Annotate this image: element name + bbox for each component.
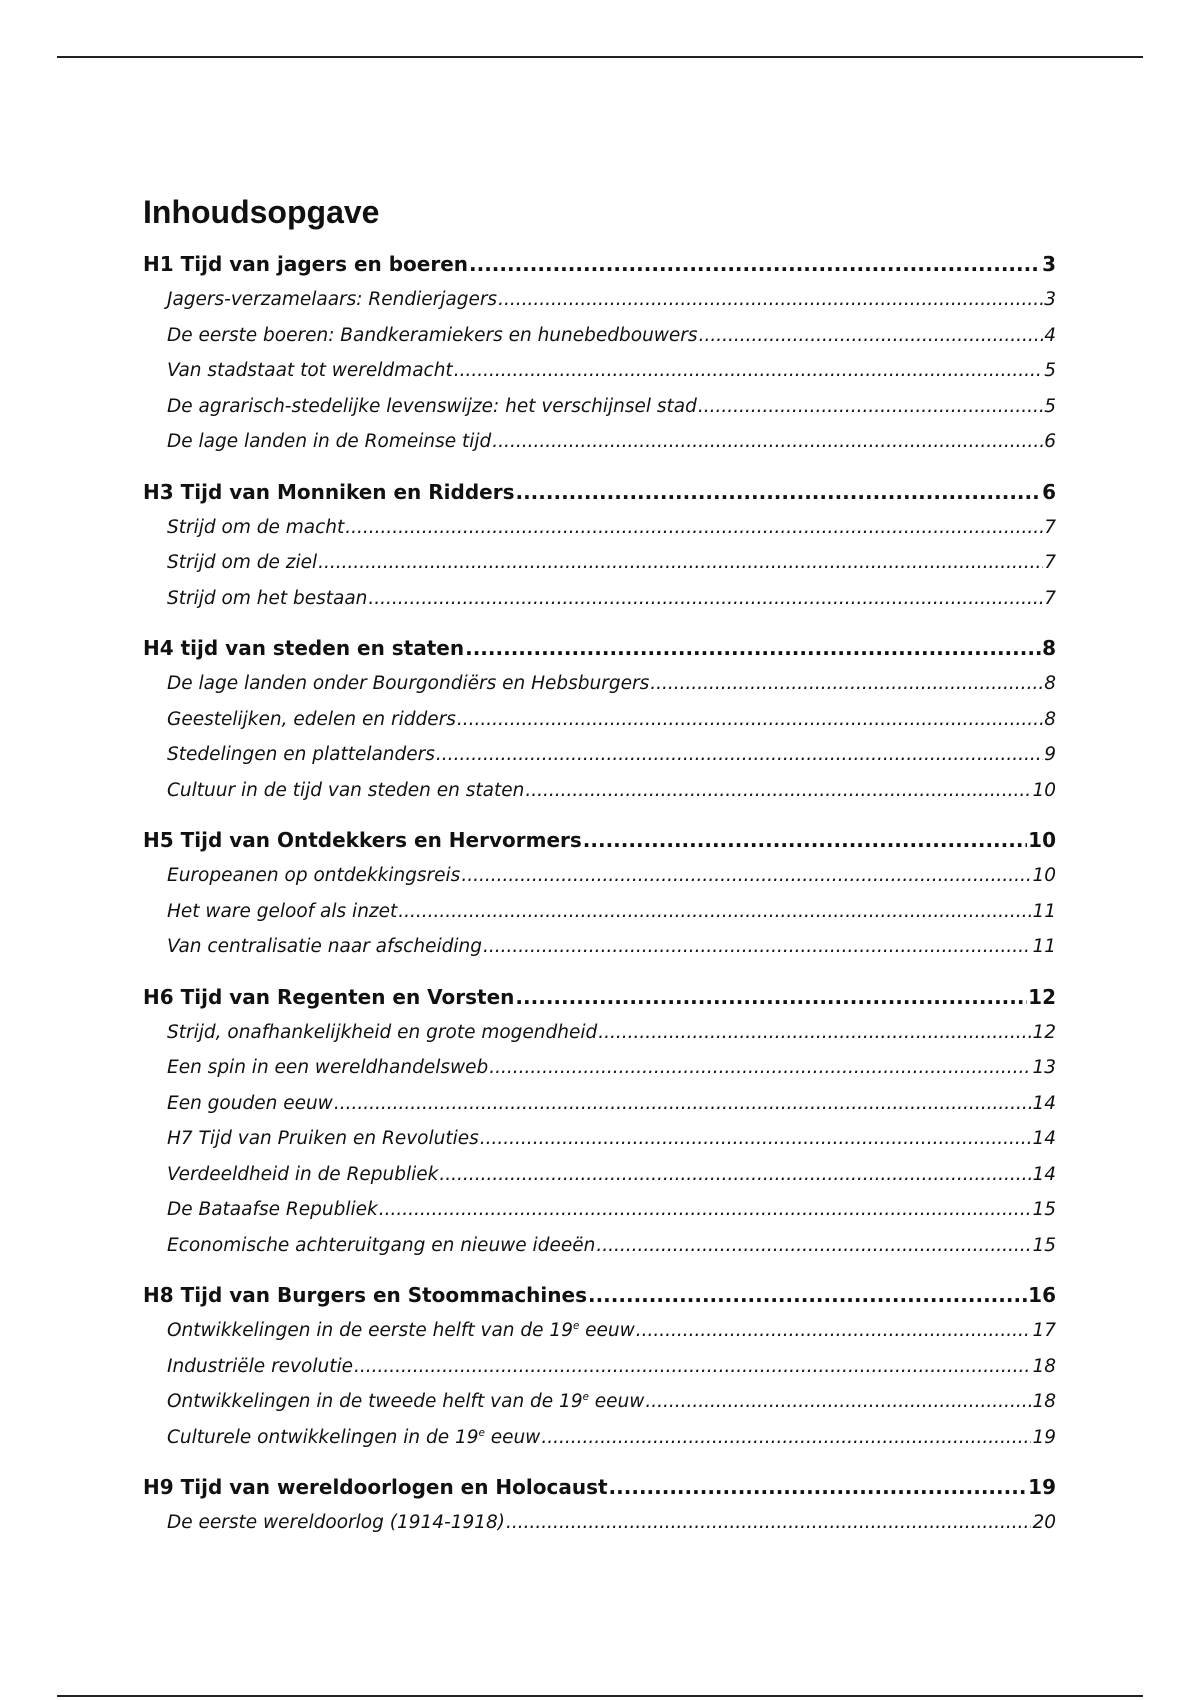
toc-subsection-entry-page-number: 7 xyxy=(1044,587,1056,609)
toc-subsection-entry-page-number: 17 xyxy=(1032,1320,1056,1341)
table-of-contents xyxy=(143,192,1056,1555)
toc-subsection-entry-label xyxy=(167,666,649,702)
dot-leader xyxy=(398,894,1031,930)
dot-leader xyxy=(436,737,1043,773)
toc-subsection-entry[interactable] xyxy=(143,1384,1056,1420)
toc-subsection-entry-label xyxy=(167,424,491,460)
toc-subsection-entry-label-text: Van centralisatie naar afscheiding xyxy=(167,936,482,957)
toc-subsection-entry-label-text: De agrarisch-stedelijke levenswijze: het verschijnsel stad xyxy=(167,395,697,417)
dot-leader xyxy=(457,702,1043,738)
toc-subsection-entry-label-text: Stedelingen en plattelanders xyxy=(167,744,435,765)
toc-subsection-entry[interactable] xyxy=(143,389,1056,425)
toc-subsection-entry[interactable] xyxy=(143,581,1056,617)
dot-leader xyxy=(492,424,1043,460)
dot-leader xyxy=(483,929,1032,965)
toc-subsection-entry-page-number: 14 xyxy=(1032,1163,1056,1185)
toc-subsection-entry-label xyxy=(167,1384,644,1420)
toc-subsection-entry-page-number: 4 xyxy=(1044,324,1056,346)
toc-subsection-entry[interactable] xyxy=(143,737,1056,773)
toc-section xyxy=(143,1469,1056,1541)
toc-chapter-entry[interactable] xyxy=(143,246,1056,282)
toc-subsection-entry-label xyxy=(167,545,317,581)
dot-leader xyxy=(636,1313,1032,1349)
toc-subsection-entry-page-number: 7 xyxy=(1044,516,1056,538)
toc-subsection-entry[interactable] xyxy=(143,773,1056,809)
toc-chapter-entry[interactable] xyxy=(143,474,1056,510)
dot-leader xyxy=(645,1384,1031,1420)
toc-subsection-entry[interactable] xyxy=(143,353,1056,389)
dot-leader xyxy=(699,318,1044,354)
toc-chapter-entry-label xyxy=(143,630,464,666)
toc-subsection-entry-label xyxy=(167,702,456,738)
toc-subsection-entry-label-text: Jagers-verzamelaars: Rendierjagers xyxy=(167,289,498,310)
toc-chapter-entry-page-number: 12 xyxy=(1028,984,1056,1009)
toc-chapter-entry-label xyxy=(143,246,468,282)
toc-chapter-entry[interactable] xyxy=(143,1277,1056,1313)
toc-subsection-entry-label xyxy=(167,1121,479,1157)
toc-subsection-entry-label xyxy=(167,1313,635,1349)
dot-leader xyxy=(583,822,1027,858)
toc-subsection-entry-label xyxy=(167,389,697,425)
toc-subsection-entry-label xyxy=(167,1228,595,1264)
toc-subsection-entry[interactable] xyxy=(143,1505,1056,1541)
toc-subsection-entry-page-number: 18 xyxy=(1032,1355,1056,1377)
toc-subsection-entry[interactable] xyxy=(143,510,1056,546)
toc-subsection-entry-label-text: Economische achteruitgang en nieuwe ideeën xyxy=(167,1234,596,1256)
toc-subsection-entry-label xyxy=(167,1420,540,1456)
toc-chapter-entry-label-text: H4 tijd van steden en staten xyxy=(143,636,465,660)
dot-leader xyxy=(541,1420,1031,1456)
toc-subsection-entry-label-sup: e xyxy=(582,1391,589,1403)
toc-subsection-entry[interactable] xyxy=(143,545,1056,581)
toc-subsection-entry-label-text: Ontwikkelingen in de tweede helft van de 19 xyxy=(167,1391,583,1412)
toc-subsection-entry-label-text: De eerste boeren: Bandkeramiekers en hunebedbouwers xyxy=(167,324,698,346)
toc-chapter-entry-label-text: H5 Tijd van Ontdekkers en Hervormers xyxy=(143,828,582,852)
toc-subsection-entry-label-text: Strijd om de macht xyxy=(167,516,345,538)
toc-subsection-entry-page-number: 6 xyxy=(1044,431,1056,452)
toc-subsection-entry-label-text: Cultuur in de tijd van steden en staten xyxy=(167,779,525,801)
dot-leader xyxy=(650,666,1043,702)
toc-subsection-entry-label-text: Strijd om de ziel xyxy=(167,552,318,573)
toc-section xyxy=(143,1277,1056,1455)
toc-subsection-entry[interactable] xyxy=(143,1086,1056,1122)
toc-subsection-entry[interactable] xyxy=(143,318,1056,354)
toc-section xyxy=(143,979,1056,1264)
dot-leader xyxy=(506,1505,1031,1541)
toc-subsection-entry-label xyxy=(167,1015,597,1051)
toc-subsection-entry-page-number: 8 xyxy=(1044,673,1056,694)
toc-section xyxy=(143,630,1056,808)
toc-subsection-entry[interactable] xyxy=(143,1192,1056,1228)
toc-subsection-entry-label-suffix: eeuw xyxy=(484,1426,541,1448)
toc-subsection-entry[interactable] xyxy=(143,1157,1056,1193)
toc-subsection-entry-label-text: De lage landen in de Romeinse tijd xyxy=(167,431,492,452)
toc-subsection-entry-label xyxy=(167,737,435,773)
toc-subsection-entry-page-number: 5 xyxy=(1044,395,1056,417)
toc-subsection-entry[interactable] xyxy=(143,702,1056,738)
toc-chapter-entry-label xyxy=(143,1277,587,1313)
toc-subsection-entry[interactable] xyxy=(143,858,1056,894)
toc-chapter-entry[interactable] xyxy=(143,1469,1056,1505)
dot-leader xyxy=(525,773,1031,809)
toc-subsection-entry-label xyxy=(167,1086,333,1122)
dot-leader xyxy=(345,510,1043,546)
toc-subsection-entry-label xyxy=(167,353,453,389)
toc-subsection-entry[interactable] xyxy=(143,424,1056,460)
dot-leader xyxy=(469,246,1041,282)
toc-chapter-entry-label xyxy=(143,979,514,1015)
toc-subsection-entry-label xyxy=(167,858,460,894)
toc-subsection-entry-label-text: Een spin in een wereldhandelsweb xyxy=(167,1057,489,1078)
toc-subsection-entry-label-text: Van stadstaat tot wereldmacht xyxy=(167,360,453,381)
footer-rule xyxy=(57,1695,1143,1697)
toc-subsection-entry-page-number: 13 xyxy=(1032,1057,1056,1078)
toc-subsection-entry-label xyxy=(167,1192,378,1228)
toc-subsection-entry-page-number: 18 xyxy=(1032,1391,1056,1412)
toc-chapter-entry-page-number: 19 xyxy=(1028,1475,1056,1499)
toc-subsection-entry-label xyxy=(167,773,524,809)
toc-chapter-entry-label-text: H1 Tijd van jagers en boeren xyxy=(143,252,468,276)
dot-leader xyxy=(609,1469,1028,1505)
toc-subsection-entry-page-number: 14 xyxy=(1032,1092,1056,1114)
toc-subsection-entry-label-text: De eerste wereldoorlog (1914-1918) xyxy=(167,1512,506,1533)
toc-subsection-entry[interactable] xyxy=(143,1050,1056,1086)
toc-subsection-entry-label-sup: e xyxy=(572,1320,580,1332)
dot-leader xyxy=(698,389,1043,425)
toc-subsection-entry[interactable] xyxy=(143,1349,1056,1385)
toc-subsection-entry-label xyxy=(167,581,367,617)
toc-subsection-entry-label-text: Industriële revolutie xyxy=(167,1355,353,1377)
toc-subsection-entry[interactable] xyxy=(143,666,1056,702)
toc-chapter-entry-label xyxy=(143,822,582,858)
toc-section xyxy=(143,822,1056,965)
toc-chapter-entry-label-text: H6 Tijd van Regenten en Vorsten xyxy=(143,984,515,1009)
dot-leader xyxy=(354,1349,1031,1385)
toc-chapter-entry-page-number: 8 xyxy=(1042,636,1056,660)
toc-subsection-entry-label-suffix: eeuw xyxy=(579,1320,635,1341)
toc-subsection-entry-label-text: Strijd, onafhankelijkheid en grote mogendheid xyxy=(167,1021,598,1043)
dot-leader xyxy=(379,1192,1032,1228)
toc-subsection-entry-label-text: Het ware geloof als inzet xyxy=(167,900,398,922)
toc-subsection-entry-label-text: De lage landen onder Bourgondiërs en Hebsburgers xyxy=(167,673,650,694)
toc-subsection-entry-label xyxy=(167,1157,438,1193)
toc-chapter-entry-page-number: 6 xyxy=(1042,479,1056,504)
toc-subsection-entry-page-number: 19 xyxy=(1032,1426,1056,1448)
dot-leader xyxy=(598,1015,1031,1051)
toc-chapter-entry[interactable] xyxy=(143,979,1056,1015)
toc-subsection-entry-page-number: 9 xyxy=(1044,744,1056,765)
toc-subsection-entry-label xyxy=(167,1050,488,1086)
toc-subsection-entry-label xyxy=(167,1349,353,1385)
toc-subsection-entry-label-text: Culturele ontwikkelingen in de 19 xyxy=(167,1426,479,1448)
toc-subsection-entry-page-number: 20 xyxy=(1032,1512,1056,1533)
toc-chapter-entry-page-number: 16 xyxy=(1028,1283,1056,1307)
toc-subsection-entry[interactable] xyxy=(143,1313,1056,1349)
toc-subsection-entry-page-number: 12 xyxy=(1032,1021,1056,1043)
dot-leader xyxy=(480,1121,1032,1157)
dot-leader xyxy=(588,1277,1027,1313)
toc-subsection-entry-page-number: 3 xyxy=(1044,289,1056,310)
toc-chapter-entry-label-text: H8 Tijd van Burgers en Stoommachines xyxy=(143,1283,587,1307)
toc-chapter-entry-label-text: H9 Tijd van wereldoorlogen en Holocaust xyxy=(143,1475,608,1499)
toc-subsection-entry-label-text: Ontwikkelingen in de eerste helft van de 19 xyxy=(167,1320,573,1341)
toc-subsection-entry-label-suffix: eeuw xyxy=(588,1391,645,1412)
toc-subsection-entry-page-number: 11 xyxy=(1032,936,1056,957)
toc-subsection-entry-page-number: 15 xyxy=(1032,1199,1056,1220)
dot-leader xyxy=(465,630,1041,666)
toc-subsection-entry-page-number: 7 xyxy=(1044,552,1056,573)
dot-leader xyxy=(368,581,1043,617)
toc-subsection-entry[interactable] xyxy=(143,894,1056,930)
toc-chapter-entry-label-text: H3 Tijd van Monniken en Ridders xyxy=(143,479,515,504)
header-rule xyxy=(57,56,1143,58)
toc-subsection-entry[interactable] xyxy=(143,929,1056,965)
dot-leader xyxy=(515,474,1041,510)
toc-subsection-entry[interactable] xyxy=(143,1015,1056,1051)
dot-leader xyxy=(461,858,1031,894)
toc-chapter-entry-page-number: 3 xyxy=(1042,252,1056,276)
toc-subsection-entry-label-text: Verdeeldheid in de Republiek xyxy=(167,1163,439,1185)
toc-subsection-entry-page-number: 10 xyxy=(1032,865,1056,886)
toc-subsection-entry-page-number: 10 xyxy=(1032,779,1056,801)
toc-subsection-entry-label xyxy=(167,510,344,546)
toc-subsection-entry-label-sup: e xyxy=(478,1427,485,1439)
toc-subsection-entry-label-text: Europeanen op ontdekkingsreis xyxy=(167,865,461,886)
toc-chapter-entry-page-number: 10 xyxy=(1028,828,1056,852)
page-title: Inhoudsopgave xyxy=(143,194,380,230)
dot-leader xyxy=(439,1157,1031,1193)
dot-leader xyxy=(515,979,1027,1015)
toc-subsection-entry-label-text: H7 Tijd van Pruiken en Revoluties xyxy=(167,1128,479,1149)
dot-leader xyxy=(489,1050,1031,1086)
toc-chapter-entry-label xyxy=(143,474,514,510)
toc-subsection-entry[interactable] xyxy=(143,282,1056,318)
toc-chapter-entry-label xyxy=(143,1469,608,1505)
toc-subsection-entry-label-text: Strijd om het bestaan xyxy=(167,587,368,609)
toc-subsection-entry-page-number: 14 xyxy=(1032,1128,1056,1149)
dot-leader xyxy=(596,1228,1031,1264)
dot-leader xyxy=(454,353,1044,389)
toc-subsection-entry-page-number: 5 xyxy=(1044,360,1056,381)
toc-section xyxy=(143,246,1056,460)
toc-subsection-entry-page-number: 11 xyxy=(1032,900,1056,922)
toc-section xyxy=(143,474,1056,617)
toc-subsection-entry-page-number: 8 xyxy=(1044,708,1056,730)
toc-subsection-entry-label-text: Geestelijken, edelen en ridders xyxy=(167,708,456,730)
toc-subsection-entry-label-text: Een gouden eeuw xyxy=(167,1092,333,1114)
toc-chapter-entry[interactable] xyxy=(143,630,1056,666)
dot-leader xyxy=(498,282,1043,318)
toc-subsection-entry-label xyxy=(167,1505,505,1541)
toc-subsection-entry[interactable] xyxy=(143,1420,1056,1456)
dot-leader xyxy=(318,545,1043,581)
toc-subsection-entry-page-number: 15 xyxy=(1032,1234,1056,1256)
toc-subsection-entry-label xyxy=(167,929,482,965)
toc-subsection-entry[interactable] xyxy=(143,1228,1056,1264)
toc-subsection-entry-label xyxy=(167,894,397,930)
toc-subsection-entry[interactable] xyxy=(143,1121,1056,1157)
dot-leader xyxy=(334,1086,1032,1122)
toc-chapter-entry[interactable] xyxy=(143,822,1056,858)
toc-subsection-entry-label-text: De Bataafse Republiek xyxy=(167,1199,378,1220)
toc-list xyxy=(143,246,1056,1541)
toc-subsection-entry-label xyxy=(167,282,497,318)
toc-subsection-entry-label xyxy=(167,318,698,354)
